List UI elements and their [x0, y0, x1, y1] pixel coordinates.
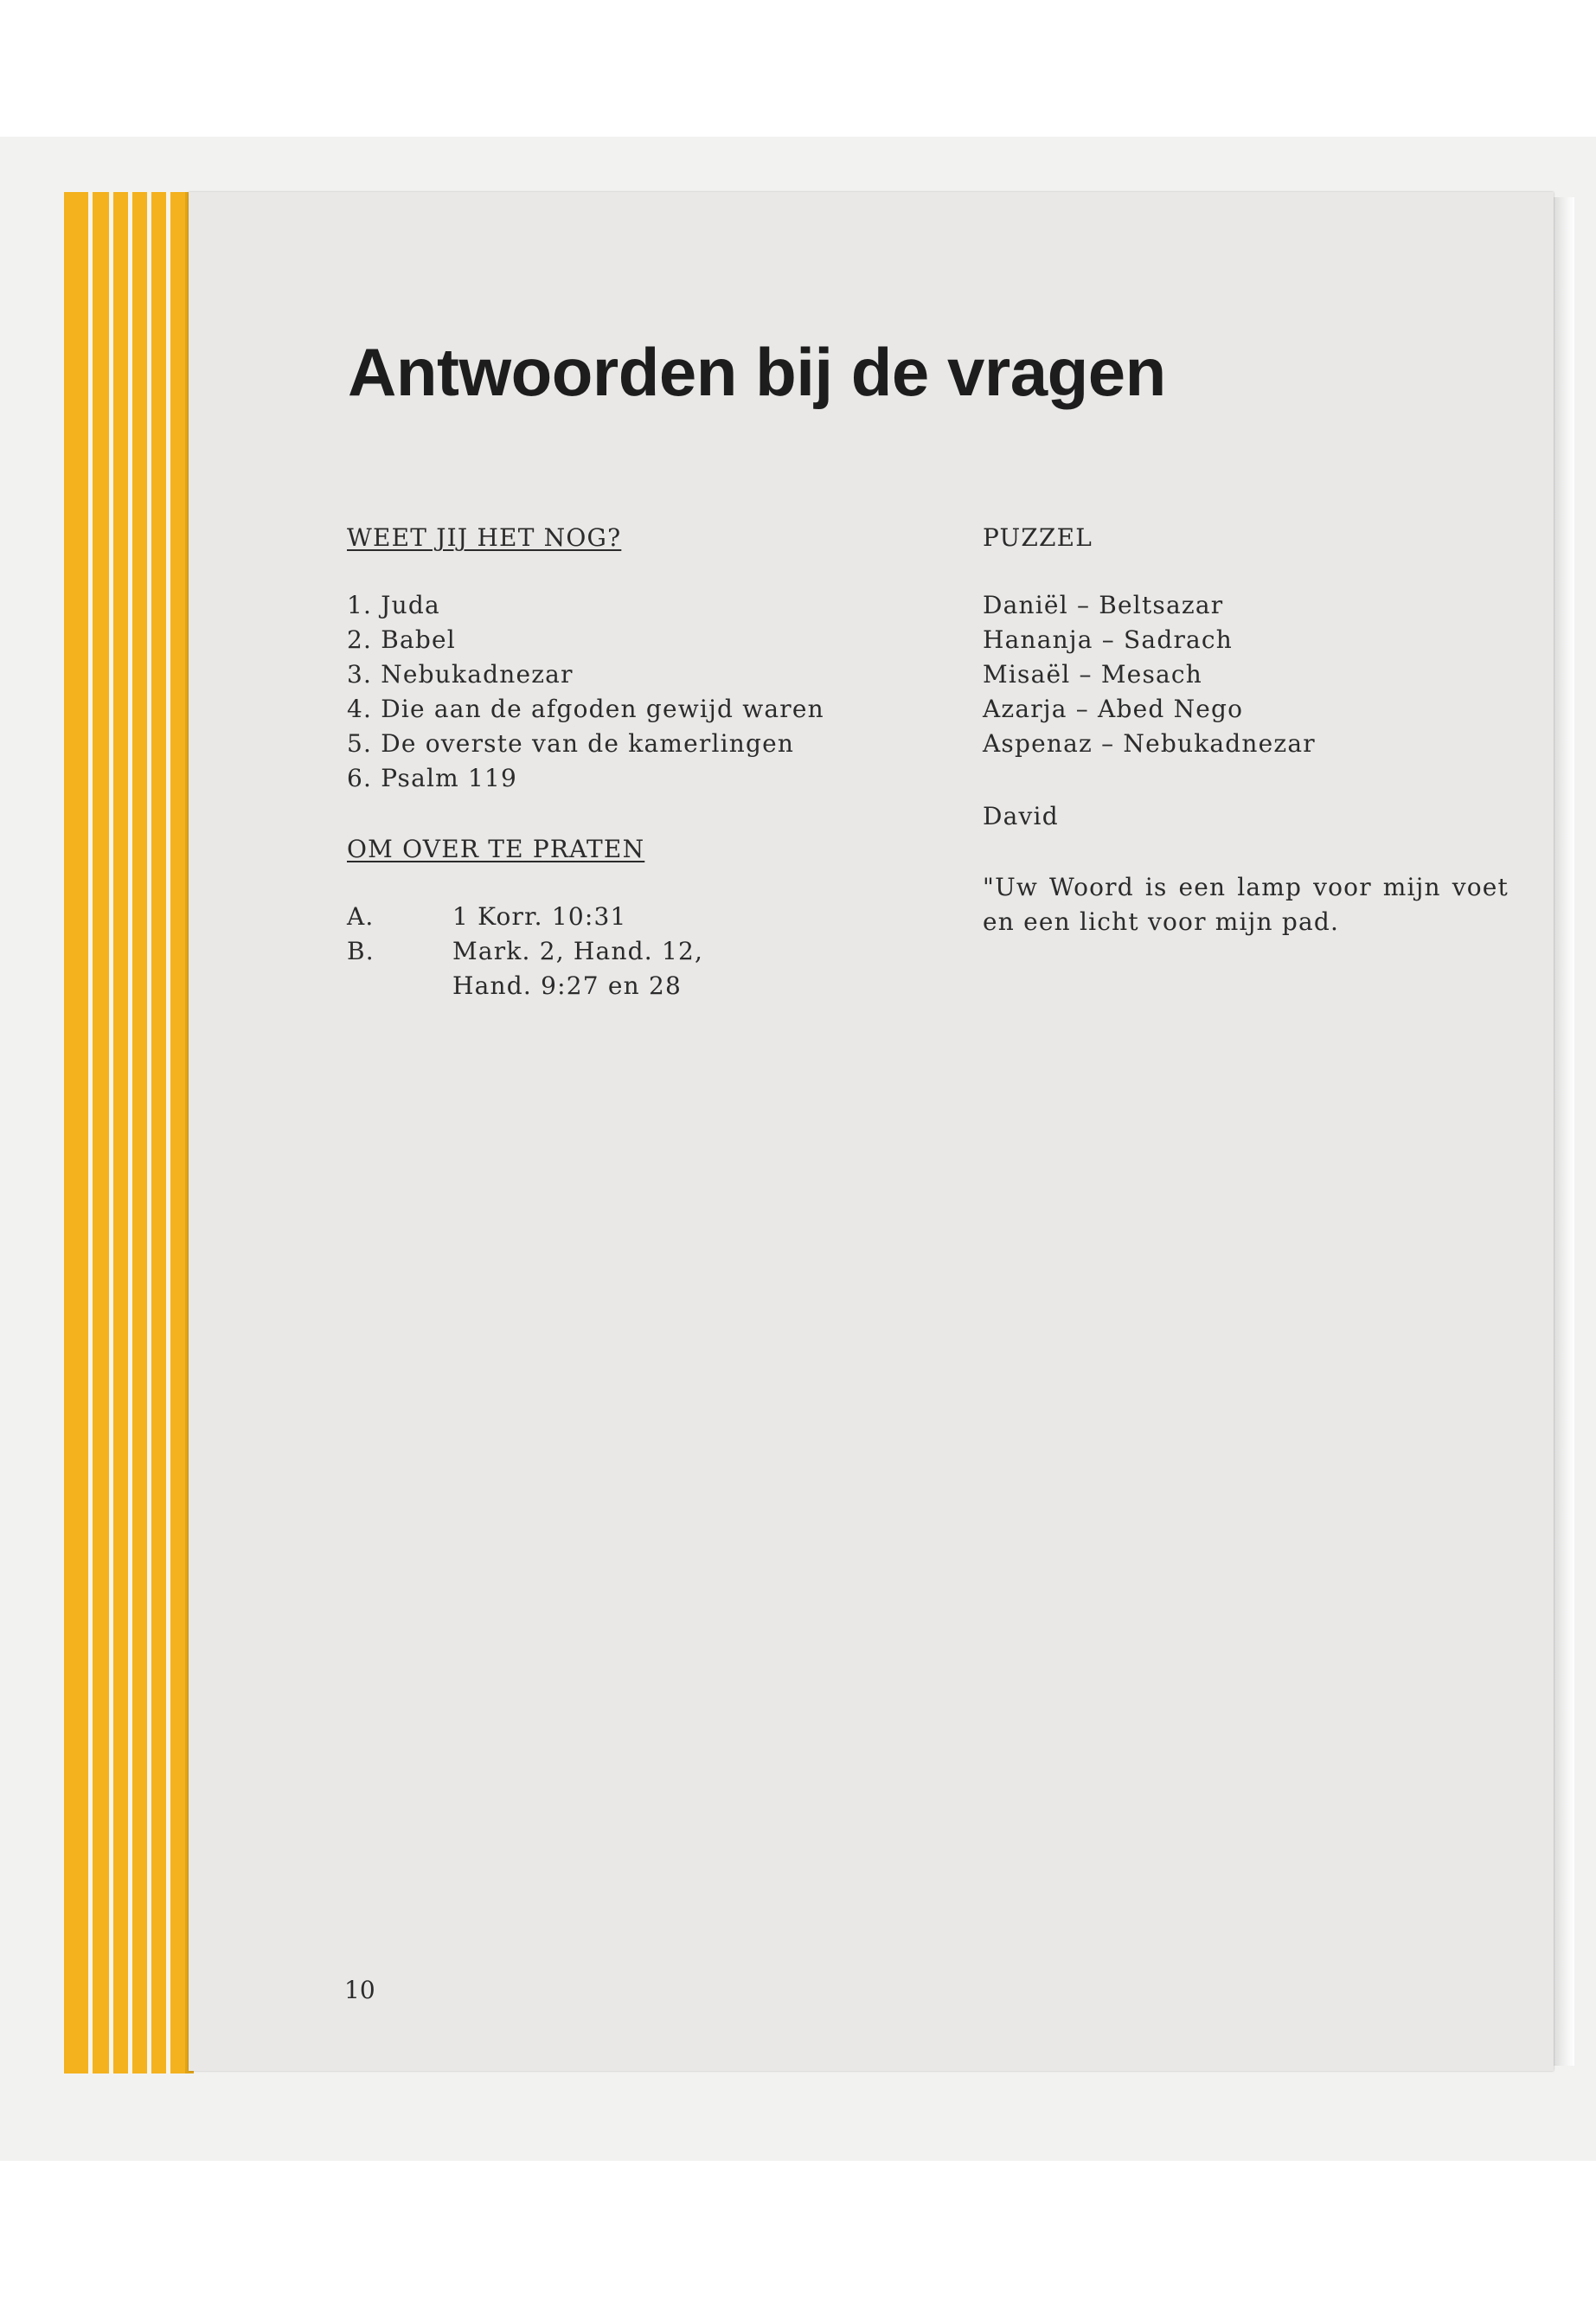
reference-text: Mark. 2, Hand. 12,	[452, 937, 704, 965]
page-title: Antwoorden bij de vragen	[348, 334, 1166, 410]
right-column	[983, 521, 1509, 939]
reference-letter: B.	[347, 937, 375, 965]
book-page	[189, 192, 1554, 2071]
list-item: Hananja – Sadrach	[983, 625, 1234, 654]
reference-text: 1 Korr. 10:31	[452, 902, 627, 931]
page-stack-edges	[64, 192, 194, 2073]
section-heading-weet-jij-het-nog: WEET JIJ HET NOG?	[347, 523, 622, 552]
list-item: 2. Babel	[347, 625, 456, 654]
section-heading-puzzel: PUZZEL	[983, 523, 1093, 552]
list-item: 6. Psalm 119	[347, 764, 518, 792]
left-column	[347, 521, 952, 1003]
reference-letter: A.	[347, 902, 375, 931]
name-pairs-list	[983, 588, 1509, 761]
reference-continuation: Hand. 9:27 en 28	[452, 971, 682, 1000]
list-item: 4. Die aan de afgoden gewijd waren	[347, 695, 824, 723]
answers-list	[347, 588, 952, 796]
list-item: Azarja – Abed Nego	[983, 695, 1244, 723]
puzzle-answer: David	[983, 802, 1059, 830]
reference-row-a	[347, 900, 952, 934]
list-item: Misaël – Mesach	[983, 660, 1203, 689]
list-item: 3. Nebukadnezar	[347, 660, 574, 689]
list-item: Aspenaz – Nebukadnezar	[983, 729, 1316, 758]
bible-quote: "Uw Woord is een lamp voor mijn voet en een licht voor mijn pad.	[983, 873, 1509, 936]
list-item: 5. De overste van de kamerlingen	[347, 729, 795, 758]
list-item: Daniël – Beltsazar	[983, 591, 1224, 619]
section-heading-om-over-te-praten: OM OVER TE PRATEN	[347, 835, 645, 863]
reference-row-b	[347, 934, 952, 969]
page-number: 10	[344, 1976, 375, 2004]
list-item: 1. Juda	[347, 591, 440, 619]
